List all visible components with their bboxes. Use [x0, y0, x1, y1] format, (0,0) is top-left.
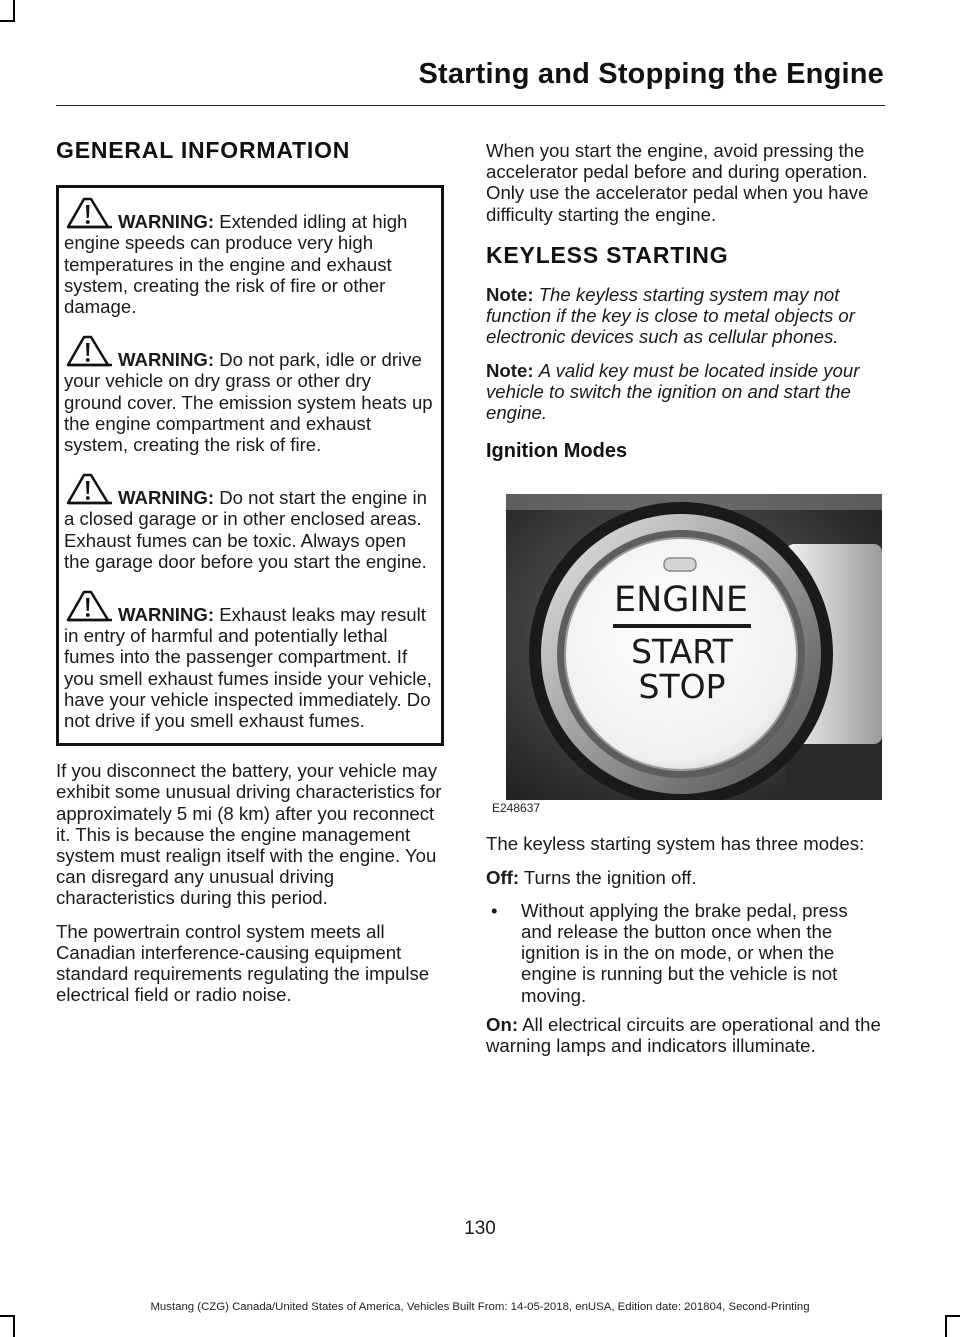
- page-footer: Mustang (CZG) Canada/United States of America, Vehicles Built From: 14-05-2018, enUSA, Edition date: 201804, Second-Printing: [150, 1301, 810, 1313]
- bullet-marker: •: [491, 899, 498, 921]
- accelerator-paragraph: When you start the engine, avoid pressing the accelerator pedal before and during operation. Only use the accelerator pedal when you have difficulty starting the engine.: [486, 140, 869, 225]
- warning-triangle-icon: [64, 334, 114, 368]
- page-title: Starting and Stopping the Engine: [418, 58, 884, 90]
- mode-on-label: On:: [486, 1013, 519, 1035]
- warning-text: Do not start the engine in a closed garage or in other enclosed areas. Exhaust fumes can be toxic. Always open the garage door before you start the engine.: [64, 487, 427, 572]
- left-column: [56, 137, 444, 1018]
- crop-mark-bottom-left-h: [0, 1315, 15, 1317]
- warning-label: WARNING:: [118, 211, 215, 233]
- button-engine-label: ENGINE: [613, 580, 749, 621]
- warning-label: WARNING:: [118, 349, 215, 371]
- mode-on: [486, 1014, 882, 1056]
- mode-off: [486, 867, 882, 888]
- warning-text: Extended idling at high engine speeds can produce very high temperatures in the engine and exhaust system, creating the risk of fire or other damage.: [64, 211, 408, 318]
- warning-label: WARNING:: [118, 487, 215, 509]
- right-column: [486, 140, 882, 1068]
- warnings-box: [56, 185, 444, 746]
- crop-mark-bottom-right-v: [945, 1315, 947, 1337]
- mode-off-label: Off:: [486, 866, 520, 888]
- note-label: Note:: [486, 284, 534, 306]
- button-start-label: START: [631, 632, 733, 672]
- warning-triangle-icon: [64, 196, 114, 230]
- list-item: [486, 900, 882, 1006]
- warning-text: Exhaust leaks may result in entry of harmful and potentially lethal fumes into the passenger compartment. If you smell exhaust fumes inside your vehicle, have your vehicle inspected immediately. Do not drive if you smell exhaust fumes.: [64, 604, 432, 732]
- warning-item: [64, 589, 433, 731]
- section-heading-general-information: GENERAL INFORMATION: [56, 137, 351, 163]
- note-label: Note:: [486, 359, 534, 381]
- powertrain-compliance-paragraph: The powertrain control system meets all Canadian interference-causing equipment standard requirements regulating the impulse electrical field or radio noise.: [56, 920, 430, 1006]
- figure-code: E248637: [492, 801, 541, 816]
- crop-mark-bottom-left-v: [13, 1315, 15, 1337]
- subheading-ignition-modes: Ignition Modes: [486, 440, 628, 463]
- warning-triangle-icon: [64, 472, 114, 506]
- button-stop-label: STOP: [638, 667, 726, 707]
- warning-item: [64, 472, 433, 572]
- warning-text: Do not park, idle or drive your vehicle on dry grass or other dry ground cover. The emission system heats up the engine compartment and exhaust system, creating the risk of fire.: [64, 349, 433, 456]
- warning-triangle-icon: [64, 589, 114, 623]
- engine-start-stop-button-illustration: [486, 476, 882, 821]
- bullet-text: Without applying the brake pedal, press and release the button once when the ignition is in the on mode, or when the engine is running but the vehicle is not moving.: [521, 899, 848, 1006]
- page-number: 130: [464, 1218, 496, 1239]
- modes-intro-paragraph: The keyless starting system has three modes:: [486, 833, 865, 855]
- crop-mark-top-left-v: [13, 0, 15, 22]
- note-text: The keyless starting system may not function if the key is close to metal objects or electronic devices such as cellular phones.: [486, 284, 855, 348]
- mode-off-text: Turns the ignition off.: [523, 866, 697, 888]
- crop-mark-top-left-h: [0, 20, 15, 22]
- crop-mark-bottom-right-h: [945, 1315, 960, 1317]
- mode-on-text: All electrical circuits are operational and the warning lamps and indicators illuminate.: [486, 1013, 881, 1057]
- warning-item: [64, 334, 433, 455]
- note-keyless-interference: [486, 284, 882, 348]
- engine-start-stop-figure: [486, 476, 882, 821]
- warning-label: WARNING:: [118, 604, 215, 626]
- header-divider: [56, 105, 885, 106]
- battery-disconnect-paragraph: If you disconnect the battery, your vehicle may exhibit some unusual driving characteristics for approximately 5 mi (8 km) after you reconnect it. This is because the engine management system must realign itself with the engine. You can disregard any unusual driving characteristics during this period.: [56, 760, 442, 909]
- warning-item: [64, 196, 433, 317]
- note-text: A valid key must be located inside your vehicle to switch the ignition on and start the engine.: [486, 359, 860, 424]
- section-heading-keyless-starting: KEYLESS STARTING: [486, 241, 729, 268]
- note-valid-key: [486, 360, 882, 424]
